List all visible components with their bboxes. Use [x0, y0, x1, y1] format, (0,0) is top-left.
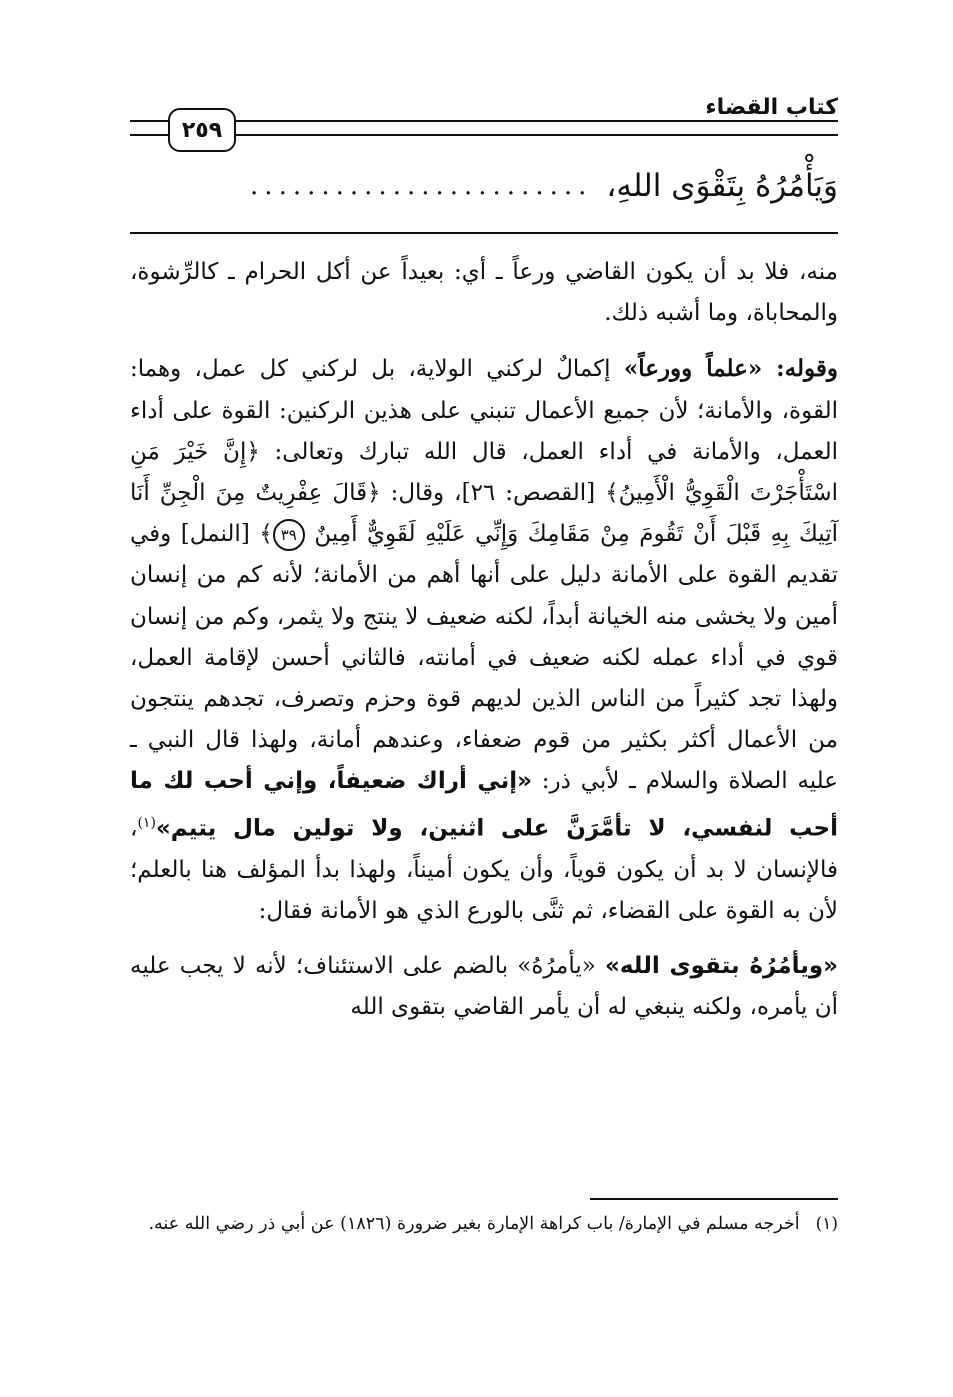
paragraph-2-text-b: ﴾ [النمل] وفي تقديم القوة على الأمانة دليل على أنها أهم من الأمانة؛ لأنه كم من إنسان أمين ولا يخشى منه الخيانة أبداً، لكنه ضعيف لا ينتج ولا يثمر، وكم من إنسان قوي في أداء عمله لكنه ضعيف في أمانته، فالثاني أحسن لإقامة العمل، ولهذا تجد كثيراً من الناس الذين لديهم قوة وحزم وتصرف، تجدهم ينتجون من الأعمال أكثر بكثير من قوم ضعفاء، وعندهم أمانة، ولهذا قال النبي ـ عليه الصلاة والسلام ـ لأبي ذر:: [130, 521, 838, 795]
paragraph-2-lead: وقوله: «علماً وورعاً»: [623, 355, 838, 383]
footnote-separator: [590, 1198, 838, 1200]
header-rule-left-top: [130, 120, 170, 122]
commentary-body: [130, 252, 838, 1028]
header-rule-left-bottom: [130, 134, 170, 136]
footnote-number: (١): [815, 1214, 838, 1234]
paragraph-2-text-c: ، فالإنسان لا بد أن يكون قوياً، وأن يكون أميناً، ولهذا بدأ المؤلف هنا بالعلم؛ لأن به القوة على القضاء، ثم ثنَّى بالورع الذي هو الأمانة فقال:: [130, 815, 838, 924]
paragraph-2-text-a: إكمالٌ لركني الولاية، بل لركني كل عمل، وهما: القوة، والأمانة؛ لأن جميع الأعمال تنبني على هذين الركنين: القوة على أداء العمل، والأمانة في أداء العمل، قال الله تبارك وتعالى: ﴿إِنَّ خَيْرَ مَنِ اسْتَأْجَرْتَ الْقَوِيُّ الْأَمِينُ﴾ [القصص: ٢٦]، وقال: ﴿قَالَ عِفْرِيتٌ مِنَ الْجِنِّ أَنَا آتِيكَ بِهِ قَبْلَ أَنْ تَقُومَ مِنْ مَقَامِكَ وَإِنِّي عَلَيْهِ لَقَوِيٌّ أَمِينٌ: [130, 356, 839, 548]
header-rule-right-top: [230, 120, 838, 122]
footnote: [130, 1208, 838, 1240]
matn-line: [130, 160, 838, 212]
matn-dots: ........................: [250, 171, 593, 201]
book-title: كتاب القضاء: [705, 95, 838, 120]
paragraph-2: [130, 348, 838, 932]
paragraph-1: منه، فلا بد أن يكون القاضي ورعاً ـ أي: بعيداً عن أكل الحرام ـ كالرِّشوة، والمحاباة، وما أشبه ذلك.: [130, 259, 838, 327]
paragraph-3-lead: «ويأمُرُهُ بتقوى الله»: [605, 952, 838, 979]
hadith-quote: «إني أراك ضعيفاً، وإني أحب لك ما أحب لنفسي، لا تأمَّرَنَّ على اثنين، ولا تولين مال يتيم»: [130, 768, 838, 842]
header-rule-right-bottom: [230, 134, 838, 136]
page-number: ٢٥٩: [168, 108, 236, 152]
paragraph-3: [130, 946, 838, 1028]
footnote-reference[interactable]: (١): [137, 814, 156, 831]
ayah-number-marker: ٣٩: [273, 519, 305, 551]
matn-text: وَيَأْمُرُهُ بِتَقْوَى اللهِ،: [606, 168, 838, 204]
footnote-text: أخرجه مسلم في الإمارة/ باب كراهة الإمارة بغير ضرورة (١٨٢٦) عن أبي ذر رضي الله عنه.: [148, 1214, 800, 1234]
matn-separator: [130, 232, 838, 234]
paragraph-3-text: «يأمرُهُ» بالضم على الاستئناف؛ لأنه لا يجب عليه أن يأمره، ولكنه ينبغي له أن يأمر القاضي بتقوى الله: [130, 952, 838, 1021]
